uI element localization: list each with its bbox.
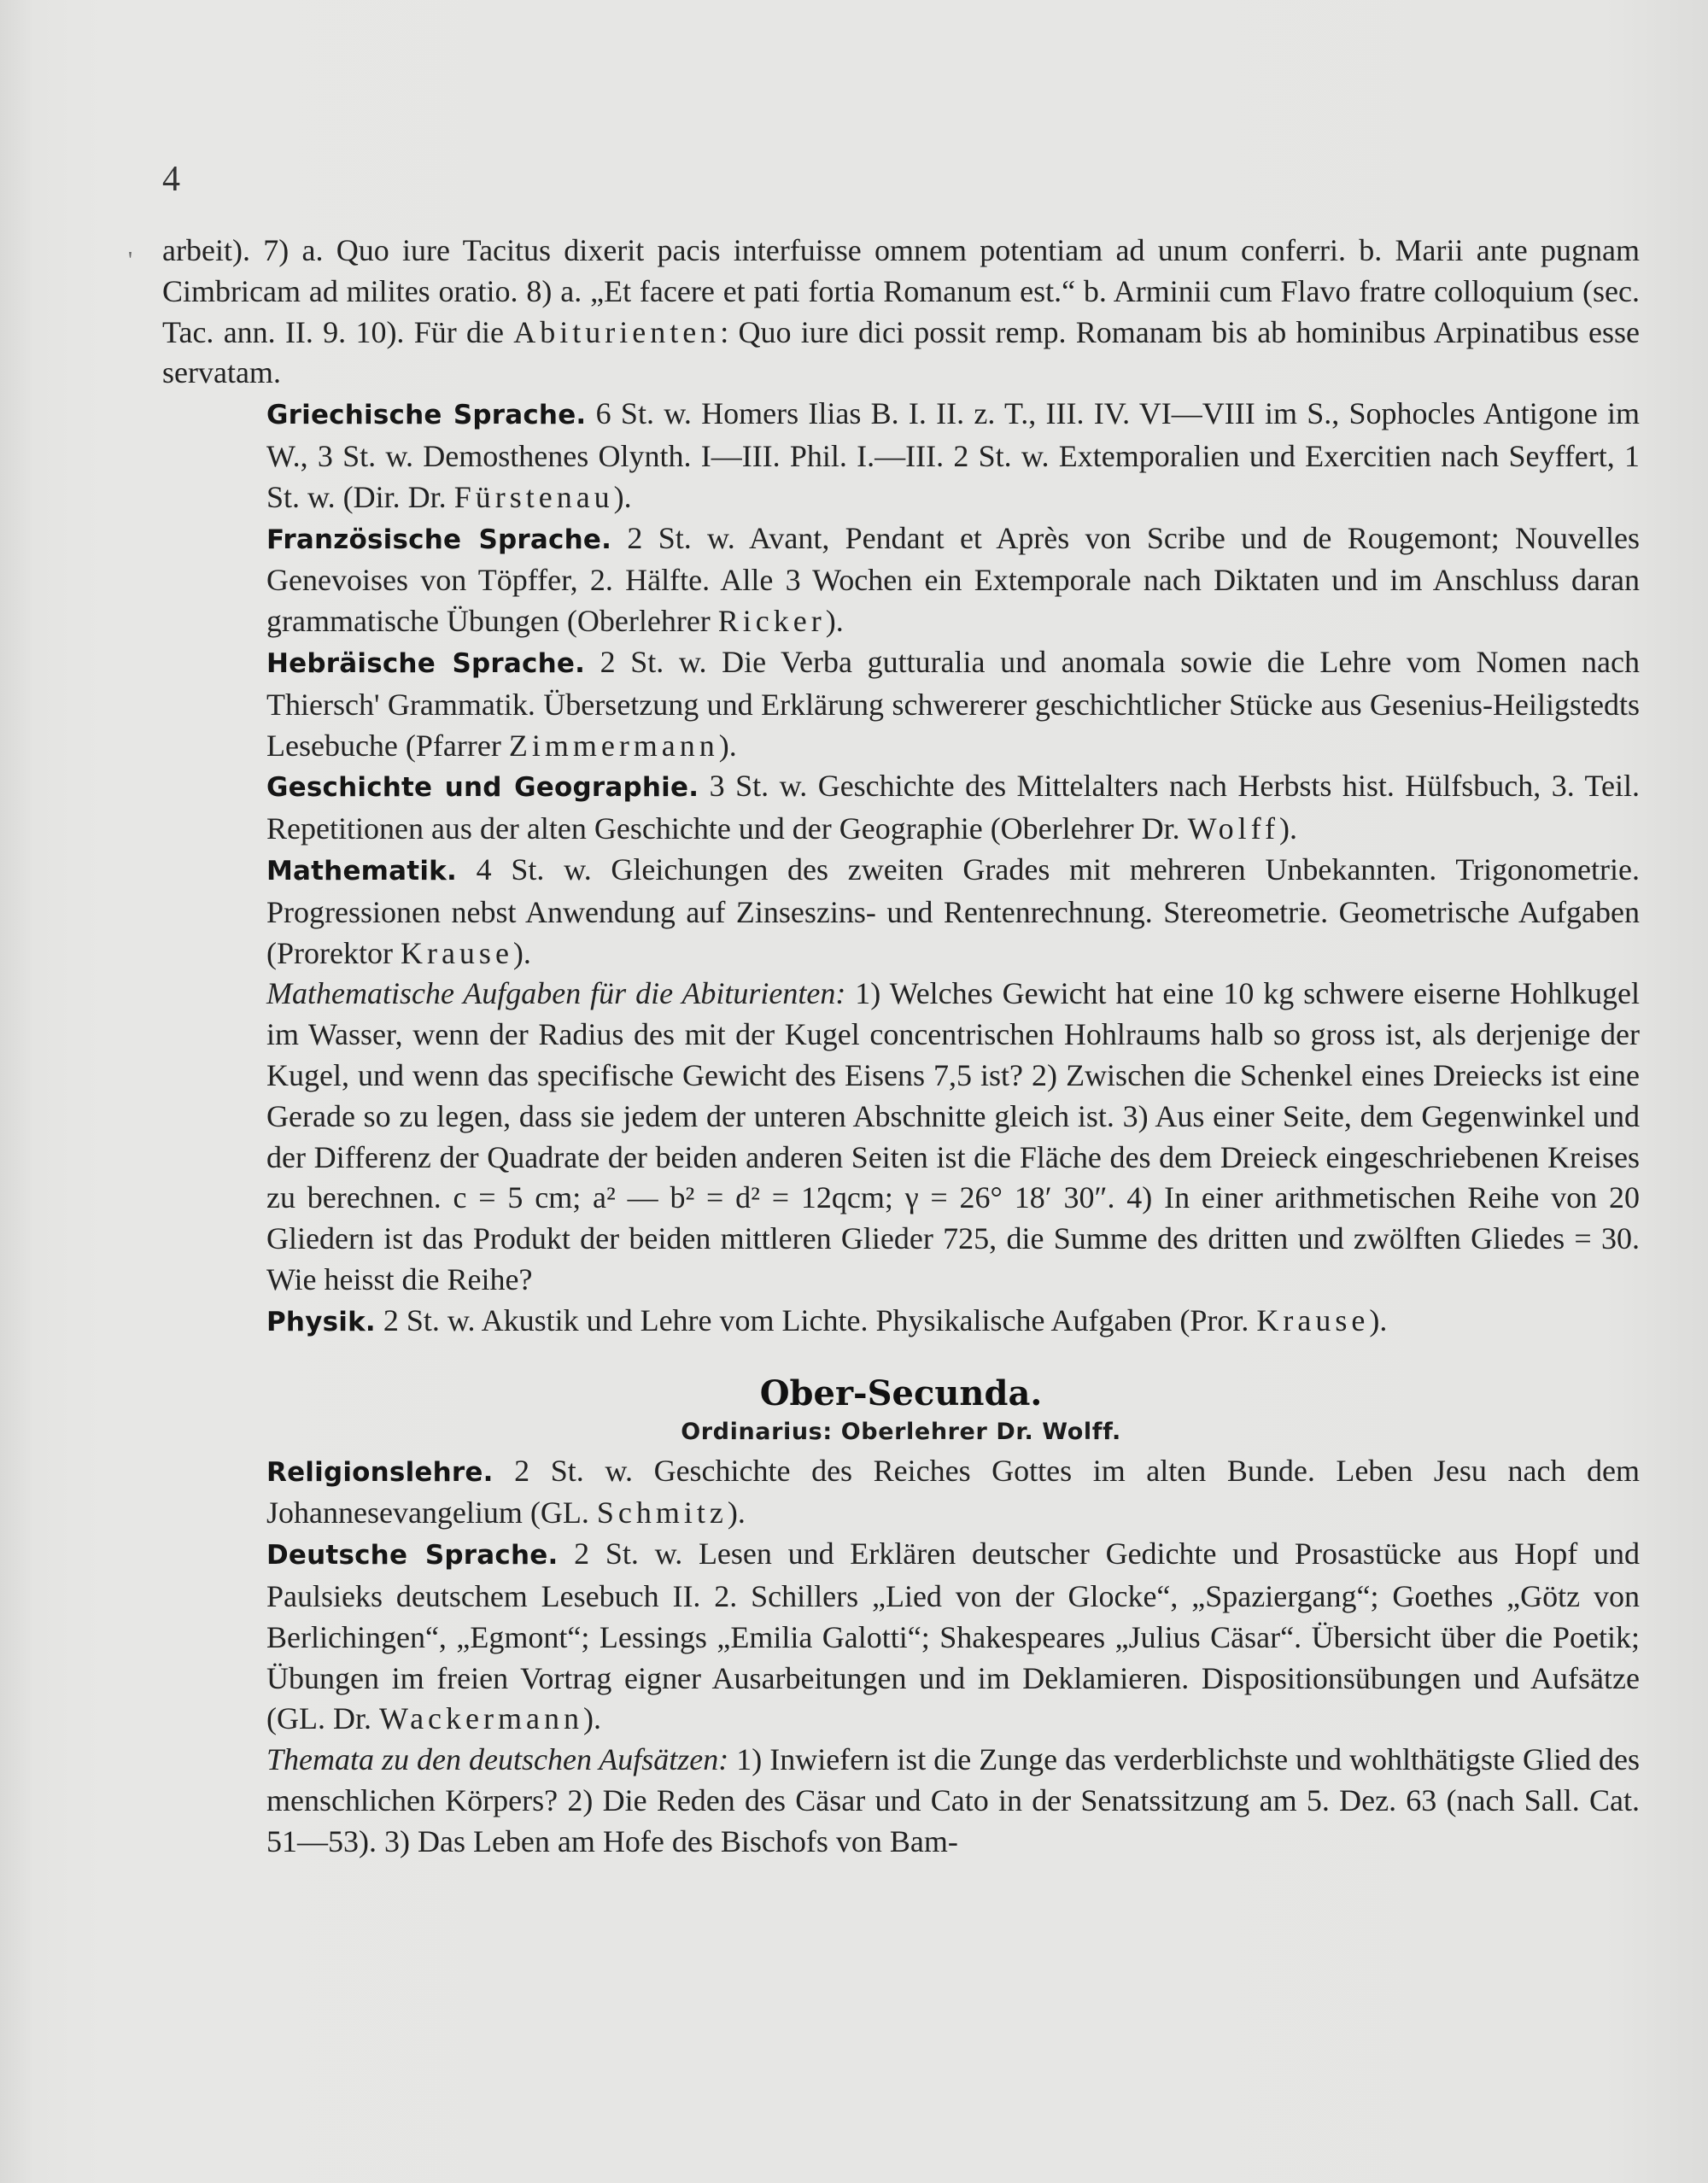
subject-heading: Griechische Sprache. <box>266 400 587 431</box>
paragraph-physik: Physik. 2 St. w. Akustik und Lehre vom Lichte. Physikalische Aufgaben (Pror. Krause). <box>266 1302 1388 1337</box>
subject-heading: Französische Sprache. <box>266 524 612 555</box>
tasks-label: Mathematische Aufgaben für die Abiturienten: <box>266 976 846 1011</box>
teacher-name: Schmitz <box>596 1495 728 1530</box>
teacher-name: Zimmermann <box>508 728 719 763</box>
paragraph-deutsch: Deutsche Sprache. 2 St. w. Lesen und Erklären deutscher Gedichte und Prosastücke aus Hopf und Paulsieks deutschem Lesebuch II. 2. Schillers „Lied von der Glocke“, „Spaziergang“; Goethes „Götz von Berlichingen“, „Egmont“; Lessings „Emilia Galotti“; Shakespeares „Julius Cäsar“. Übersicht über die Poetik; Übungen im freien Vortrag eigner Ausarbeitungen und im Deklamieren. Dispositionsübungen und Aufsätze (GL. Dr. Wackermann). <box>266 1536 1640 1736</box>
paragraph-math-aufgaben: Mathematische Aufgaben für die Abiturienten: 1) Welches Gewicht hat eine 10 kg schwere eiserne Hohlkugel im Wasser, wenn der Radius des mit der Kugel concentrischen Hohlraums halb so gross ist, als derjenige der Kugel, und wenn das specifische Gewicht des Eisens 7,5 ist? 2) Zwischen die Schenkel eines Dreiecks ist eine Gerade so zu legen, dass sie jedem der unteren Abschnitte gleich ist. 3) Aus einer Seite, dem Gegenwinkel und der Differenz der Quadrate der beiden anderen Seiten ist die Fläche des dem Dreieck eingeschriebenen Kreises zu berechnen. c = 5 cm; a² — b² = d² = 12qcm; γ = 26° 18′ 30″. 4) In einer arithmetischen Reihe von 20 Gliedern ist das Produkt der beiden mittleren Glieder 725, die Summe des dritten und zwölften Gliedes = 30. Wie heisst die Reihe? <box>266 976 1640 1296</box>
paragraph-themata: Themata zu den deutschen Aufsätzen: 1) Inwiefern ist die Zunge das verderblichste und wohlthätigste Glied des menschlichen Körpers? 2) Die Reden des Cäsar und Cato in der Senatssitzung am 5. Dez. 63 (nach Sall. Cat. 51—53). 3) Das Leben am Hofe des Bischofs von Bam- <box>266 1742 1641 1858</box>
section-subtitle: Ordinarius: Oberlehrer Dr. Wolff. <box>681 1418 1121 1445</box>
subject-heading: Physik. <box>266 1306 376 1337</box>
teacher-name: Krause <box>400 935 513 970</box>
subject-heading: Religionslehre. <box>266 1456 494 1488</box>
stray-mark: ' <box>128 248 133 274</box>
subject-heading: Hebräische Sprache. <box>266 647 586 679</box>
section-title: Ober-Secunda. <box>759 1372 1043 1413</box>
teacher-name: Wackermann <box>378 1701 583 1736</box>
abiturienten-label: Abiturienten <box>513 314 721 349</box>
page-number: 4 <box>162 160 180 199</box>
teacher-name: Fürstenau <box>453 479 614 514</box>
teacher-name: Krause <box>1256 1302 1370 1337</box>
paragraph-franzoesisch: Französische Sprache. 2 St. w. Avant, Pendant et Après von Scribe und de Rougemont; Nouvelles Genevoises von Töpffer, 2. Hälfte. Alle 3 Wochen ein Extemporale nach Diktaten und im Anschluss daran grammatische Übungen (Oberlehrer Ricker). <box>266 520 1640 639</box>
themes-label: Themata zu den deutschen Aufsätzen: <box>266 1742 729 1777</box>
paragraph-geschichte: Geschichte und Geographie. 3 St. w. Geschichte des Mittelalters nach Herbsts hist. Hülfsbuch, 3. Teil. Repetitionen aus der alten Geschichte und der Geographie (Oberlehrer Dr. Wolff). <box>266 769 1640 846</box>
paragraph-mathematik: Mathematik. 4 St. w. Gleichungen des zweiten Grades mit mehreren Unbekannten. Trigonometrie. Progressionen nebst Anwendung auf Zinseszins- und Rentenrechnung. Stereometrie. Geometrische Aufgaben (Prorektor Krause). <box>266 852 1640 970</box>
latin-continuation: arbeit). 7) a. Quo iure Tacitus dixerit pacis interfuisse omnem potentiam ad unum conferri. b. Marii ante pugnam Cimbricam ad milites oratio. 8) a. „Et facere et pati fortia Romanum est.“ b. Arminii cum Flavo fratre colloquium (sec. Tac. ann. II. 9. 10). Für die Abiturienten: Quo iure dici possit remp. Romanam bis ab hominibus Arpinatibus esse servatam. <box>162 233 1640 390</box>
body-text <box>162 231 1640 1862</box>
paragraph-griechisch: Griechische Sprache. 6 St. w. Homers Ilias B. I. II. z. T., III. IV. VI—VIII im S., Sophocles Antigone im W., 3 St. w. Demosthenes Olynth. I—III. Phil. I.—III. 2 St. w. Extemporalien und Exercitien nach Seyffert, 1 St. w. (Dir. Dr. Fürstenau). <box>266 396 1641 514</box>
subject-heading: Mathematik. <box>266 855 457 887</box>
paragraph-religion: Religionslehre. 2 St. w. Geschichte des Reiches Gottes im alten Bunde. Leben Jesu nach dem Johannesevangelium (GL. Schmitz). <box>266 1453 1640 1530</box>
teacher-name: Wolff <box>1187 811 1280 846</box>
teacher-name: Ricker <box>717 604 826 639</box>
subject-heading: Geschichte und Geographie. <box>266 772 699 804</box>
paragraph-hebraeisch: Hebräische Sprache. 2 St. w. Die Verba gutturalia und anomala sowie die Lehre vom Nomen nach Thiersch' Grammatik. Übersetzung und Erklärung schwererer geschichtlicher Stücke aus Gesenius-Heiligstedts Lesebuche (Pfarrer Zimmermann). <box>266 644 1641 763</box>
subject-heading: Deutsche Sprache. <box>266 1540 559 1571</box>
